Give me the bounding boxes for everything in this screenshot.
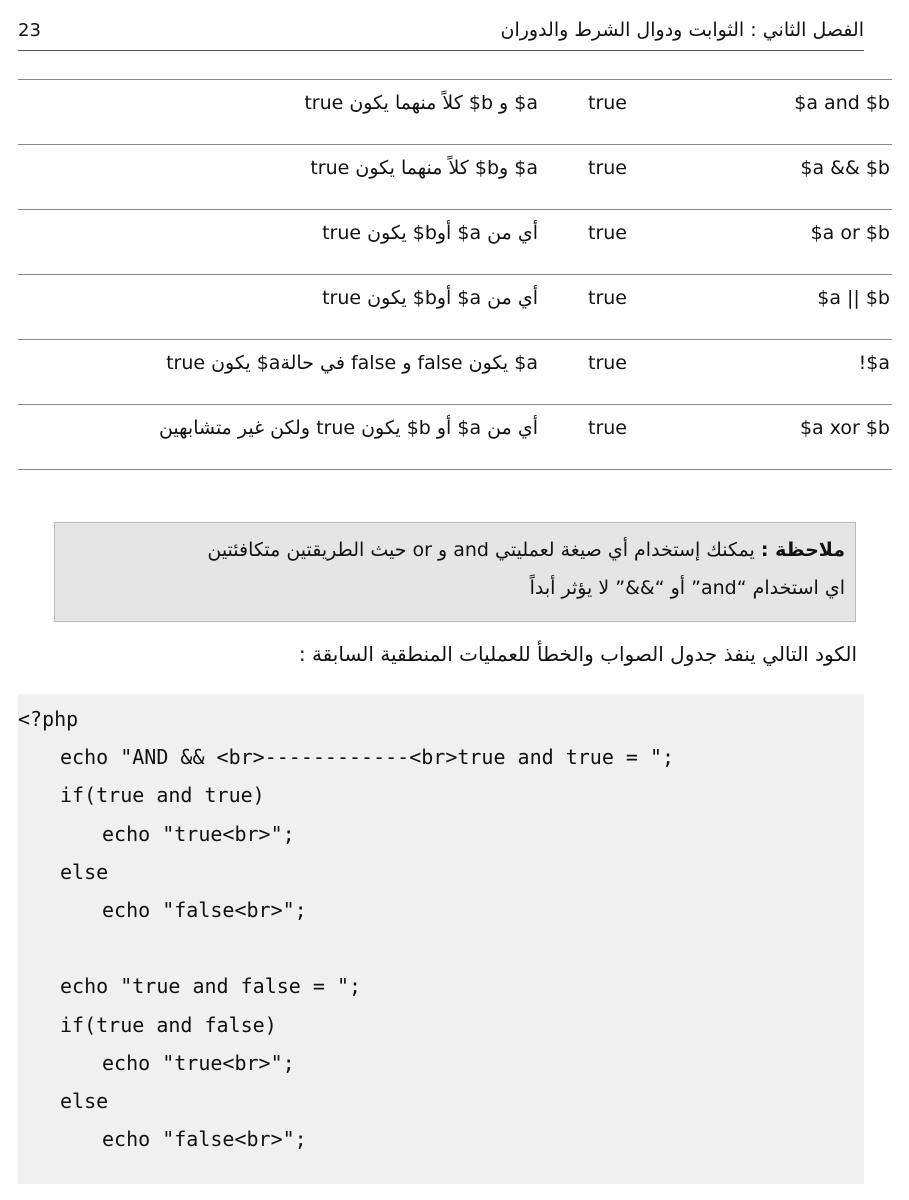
value-cell: true [588, 417, 627, 439]
code-line: else [60, 1088, 109, 1113]
operator-cell: $a && $b [800, 157, 890, 179]
code-line: echo "false<br>"; [102, 897, 307, 922]
description-cell: a$ يكون false و false في حالةa$ يكون true [166, 352, 538, 374]
description-cell: a$ و b$ كلاً منهما يكون true [304, 92, 538, 114]
code-line: echo "AND && <br>------------<br>true and true = "; [60, 745, 675, 770]
page-number: 23 [18, 20, 41, 41]
code-line: echo "true<br>"; [102, 821, 295, 846]
code-line: <?php [18, 707, 79, 731]
table-row [18, 145, 892, 210]
code-line: echo "true<br>"; [102, 1050, 295, 1075]
value-cell: true [588, 352, 627, 374]
table-row [18, 340, 892, 405]
note-box [54, 522, 856, 622]
operator-cell: $a and $b [794, 92, 890, 114]
note-text-1: يمكنك إستخدام أي صيغة لعمليتي and و or حيث الطريقتين متكافئتين [207, 539, 755, 561]
page-header [18, 14, 864, 51]
note-line-1 [65, 531, 845, 569]
note-line-2: اي استخدام “and” أو “&&” لا يؤثر أبداً [529, 577, 845, 599]
note-label: ملاحظة : [760, 539, 845, 561]
table-row [18, 210, 892, 275]
code-line: if(true and true) [60, 783, 265, 808]
code-line: else [60, 859, 109, 884]
operator-cell: $a || $b [817, 287, 890, 309]
table-row [18, 275, 892, 340]
value-cell: true [588, 157, 627, 179]
code-line: if(true and false) [60, 1012, 277, 1037]
code-line [18, 929, 864, 967]
code-line: echo "false<br>"; [102, 1127, 307, 1152]
description-cell: a$ وb$ كلاً منهما يكون true [310, 157, 538, 179]
table-row [18, 80, 892, 145]
logical-operators-table [18, 79, 892, 470]
description-cell: أي من a$ أوb$ يكون true [322, 287, 538, 309]
chapter-title: الفصل الثاني : الثوابت ودوال الشرط والدوران [500, 19, 864, 41]
intro-text: الكود التالي ينفذ جدول الصواب والخطأ للعمليات المنطقية السابقة : [298, 642, 857, 666]
value-cell: true [588, 222, 627, 244]
operator-cell: $a or $b [810, 222, 890, 244]
value-cell: true [588, 92, 627, 114]
code-block [18, 694, 864, 1184]
description-cell: أي من a$ أوb$ يكون true [322, 222, 538, 244]
operator-cell: $a xor $b [799, 417, 890, 439]
description-cell: أي من a$ أو b$ يكون true ولكن غير متشابهين [158, 417, 538, 439]
table-row [18, 405, 892, 470]
operator-cell: !$a [858, 352, 890, 374]
php-code [18, 694, 864, 1158]
value-cell: true [588, 287, 627, 309]
code-line: echo "true and false = "; [60, 974, 362, 999]
